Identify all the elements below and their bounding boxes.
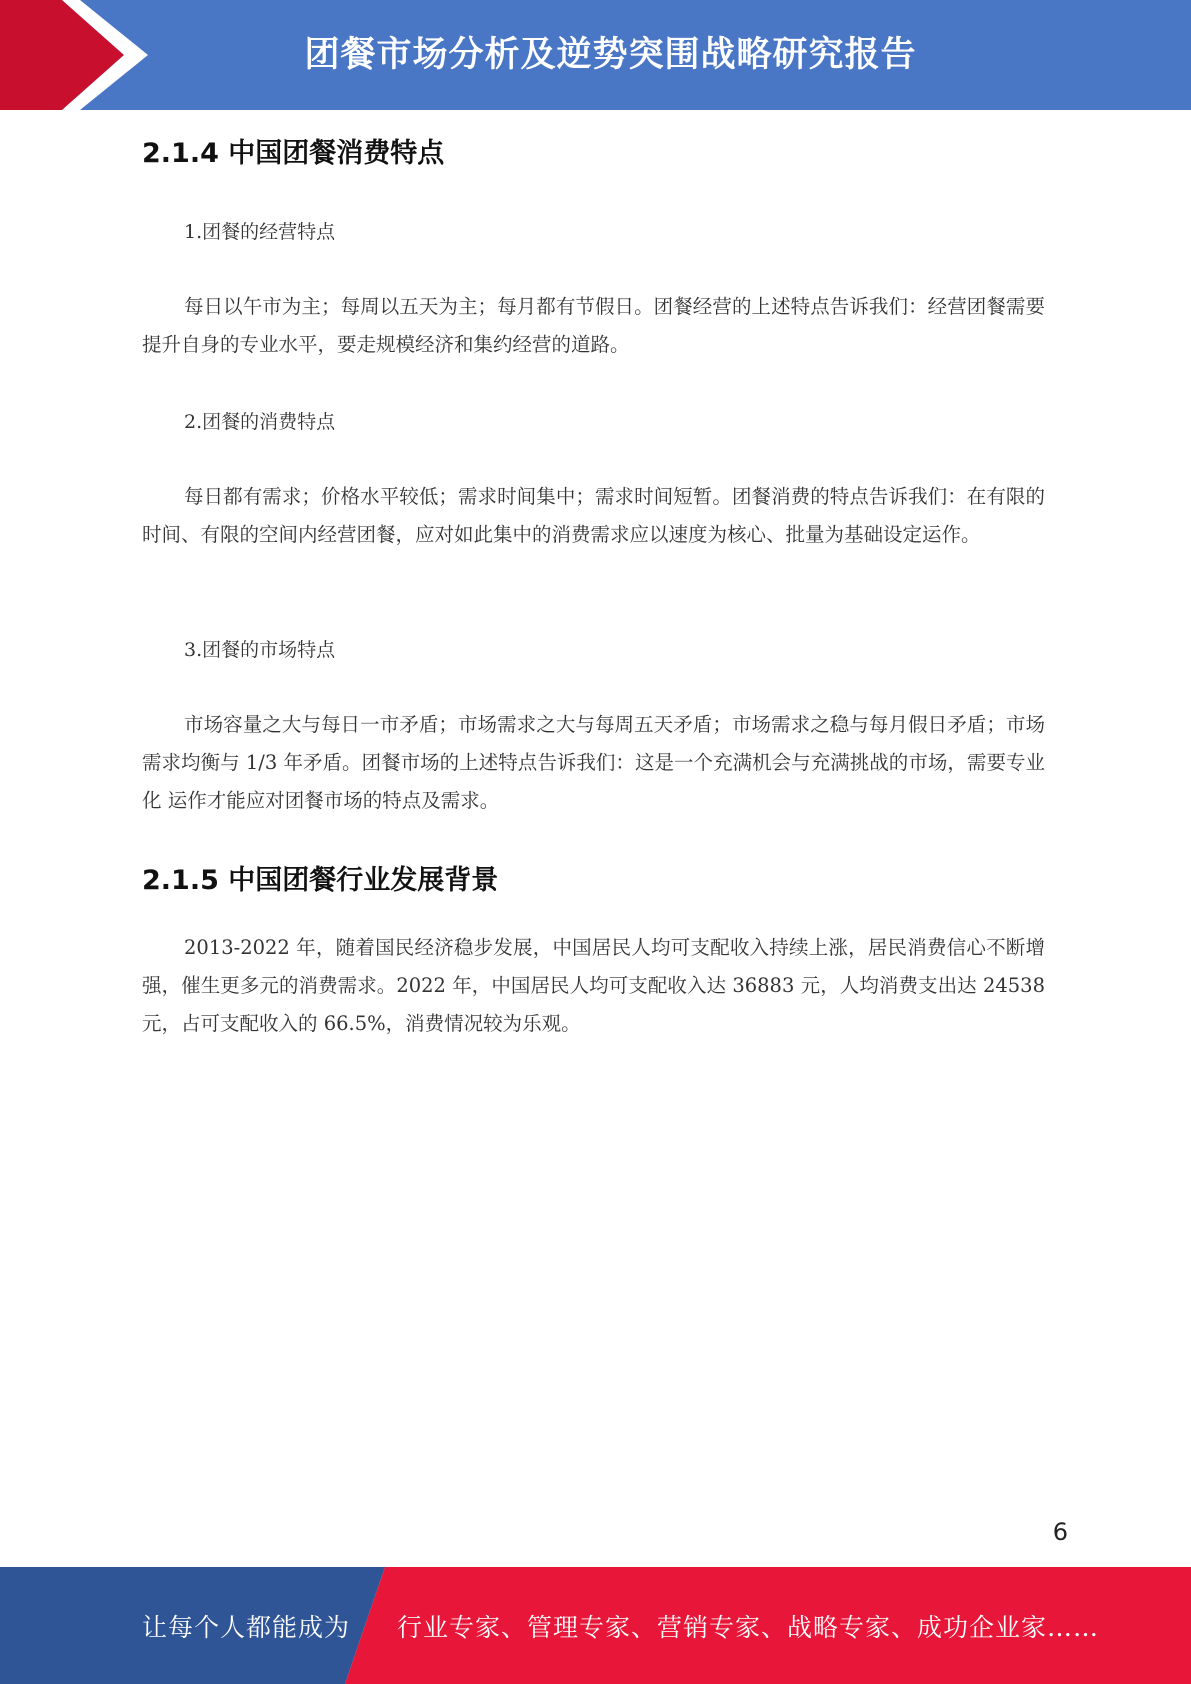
header-chevron-decoration xyxy=(0,0,160,110)
footer-slogan-right: 行业专家、管理专家、营销专家、战略专家、成功企业家…… xyxy=(397,1612,1100,1642)
paragraph-market: 市场容量之大与每日一市矛盾；市场需求之大与每周五天矛盾；市场需求之稳与每月假日矛盾；市场需求均衡与 1/3 年矛盾。团餐市场的上述特点告诉我们：这是一个充满机会与充满挑战的市场，需要专业化 运作才能应对团餐市场的特点及需求。 xyxy=(142,713,1045,812)
section-heading-2-1-4: 2.1.4 中国团餐消费特点 xyxy=(142,138,445,169)
section-heading-2-1-5: 2.1.5 中国团餐行业发展背景 xyxy=(142,865,499,896)
item-title-consumption: 2.团餐的消费特点 xyxy=(184,411,336,433)
header-band xyxy=(0,0,1191,110)
footer-band xyxy=(0,1567,1191,1684)
paragraph-background: 2013-2022 年，随着国民经济稳步发展，中国居民人均可支配收入持续上涨，居民消费信心不断增强，催生更多元的消费需求。2022 年，中国居民人均可支配收入达 36883 元，人均消费支出达 24538 元，占可支配收入的 66.5%，消费情况较为乐观。 xyxy=(142,936,1045,1035)
item-title-market: 3.团餐的市场特点 xyxy=(184,639,336,661)
report-title: 团餐市场分析及逆势突围战略研究报告 xyxy=(304,35,917,75)
paragraph-operation: 每日以午市为主；每周以五天为主；每月都有节假日。团餐经营的上述特点告诉我们：经营团餐需要提升自身的专业水平，要走规模经济和集约经营的道路。 xyxy=(142,295,1045,356)
footer-slogan-left: 让每个人都能成为 xyxy=(142,1612,351,1642)
paragraph-consumption: 每日都有需求；价格水平较低；需求时间集中；需求时间短暂。团餐消费的特点告诉我们：在有限的时间、有限的空间内经营团餐，应对如此集中的消费需求应以速度为核心、批量为基础设定运作。 xyxy=(142,485,1045,546)
page-number: 6 xyxy=(1052,1518,1068,1546)
item-title-operation: 1.团餐的经营特点 xyxy=(184,221,336,243)
